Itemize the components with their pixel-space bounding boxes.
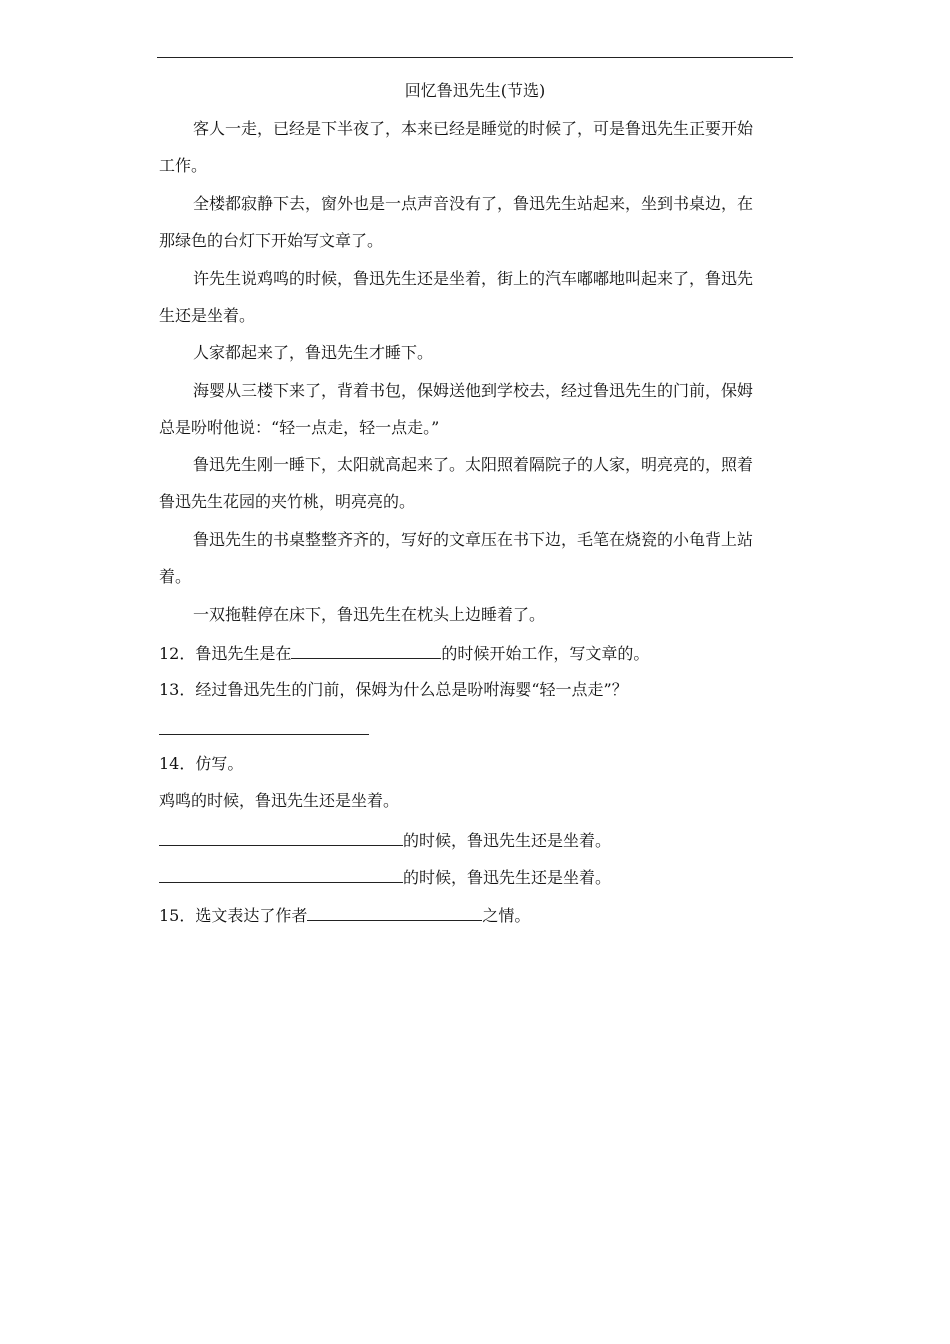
question-15 [159,904,530,926]
question-13: 13．经过鲁迅先生的门前，保姆为什么总是吩咐海婴“轻一点走”？ [159,680,628,699]
question-14-fill-suffix: 的时候，鲁迅先生还是坐着。 [403,831,612,850]
question-14-fill-2 [159,866,611,888]
passage-line: 生还是坐着。 [159,306,256,325]
question-14-blank-1[interactable] [159,829,403,846]
question-15-suffix: 之情。 [482,906,531,925]
question-12-blank[interactable] [291,642,441,659]
question-12-suffix: 的时候开始工作，写文章的。 [441,644,650,663]
question-13-answer-line[interactable] [159,734,369,735]
question-14-blank-2[interactable] [159,866,403,883]
question-12 [159,642,649,664]
question-14-fill-1 [159,829,611,851]
header-rule [157,57,793,58]
passage-line: 客人一走，已经是下半夜了，本来已经是睡觉的时候了，可是鲁迅先生正要开始 [193,119,754,138]
passage-line: 着。 [159,567,192,586]
question-15-blank[interactable] [307,904,482,921]
passage-line: 鲁迅先生花园的夹竹桃，明亮亮的。 [159,492,416,511]
question-14-fill-suffix: 的时候，鲁迅先生还是坐着。 [403,868,612,887]
passage-line: 全楼都寂静下去，窗外也是一点声音没有了，鲁迅先生站起来，坐到书桌边，在 [193,194,754,213]
question-14: 14．仿写。 [159,754,244,773]
passage-line: 工作。 [159,156,208,175]
passage-line: 海婴从三楼下来了，背着书包，保姆送他到学校去，经过鲁迅先生的门前，保姆 [193,381,754,400]
passage-title: 回忆鲁迅先生(节选) [404,81,546,100]
question-15-prefix: 15．选文表达了作者 [159,906,308,925]
passage-line: 鲁迅先生的书桌整整齐齐的，写好的文章压在书下边，毛笔在烧瓷的小龟背上站 [193,530,754,549]
passage-line: 一双拖鞋停在床下，鲁迅先生在枕头上边睡着了。 [193,605,546,624]
question-12-prefix: 12．鲁迅先生是在 [159,644,292,663]
passage-line: 人家都起来了，鲁迅先生才睡下。 [193,343,434,362]
passage-line: 许先生说鸡鸣的时候，鲁迅先生还是坐着，街上的汽车嘟嘟地叫起来了，鲁迅先 [193,269,754,288]
passage-line: 那绿色的台灯下开始写文章了。 [159,231,384,250]
passage-line: 总是吩咐他说：“轻一点走，轻一点走。” [159,418,440,437]
passage-line: 鲁迅先生刚一睡下，太阳就高起来了。太阳照着隔院子的人家，明亮亮的，照着 [193,455,754,474]
question-14-example: 鸡鸣的时候，鲁迅先生还是坐着。 [159,791,400,810]
